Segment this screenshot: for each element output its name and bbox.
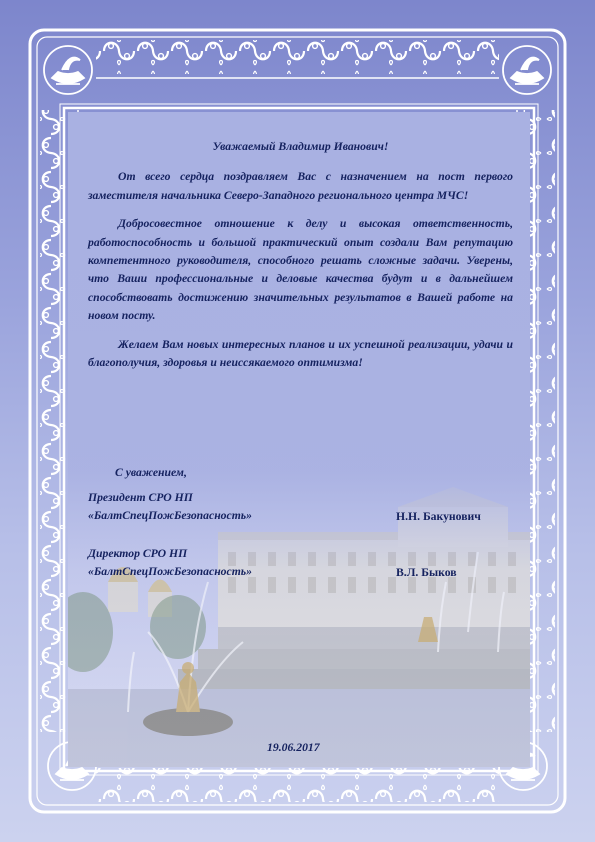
letter-paragraph-1: От всего сердца поздравляем Вас с назначением на пост первого заместителя начальника Северо-Западного регионального центра МЧС! xyxy=(88,170,513,202)
letter-paragraph-3: Желаем Вам новых интересных планов и их успешной реализации, удачи и благополучия, здоровья и неиссякаемого оптимизма! xyxy=(88,337,513,370)
signer-2-title: Директор СРО НП xyxy=(88,547,188,560)
signer-1-organization: «БалтСпецПожБезопасность» xyxy=(88,509,252,522)
letter-date: 19.06.2017 xyxy=(267,741,320,754)
corner-emblem-top-left xyxy=(44,46,92,94)
signer-2-name: В.Л. Быков xyxy=(396,566,457,579)
signer-2-organization: «БалтСпецПожБезопасность» xyxy=(88,565,252,578)
corner-emblem-top-right xyxy=(503,46,551,94)
signer-1-title: Президент СРО НП xyxy=(88,491,193,504)
letter-closing: С уважением, xyxy=(115,466,187,479)
letter-body xyxy=(88,138,513,382)
signer-1-name: Н.Н. Бакунович xyxy=(396,510,481,523)
letter-paragraph-2: Добросовестное отношение к делу и высокая ответственность, работоспособность и большой практический опыт создали Вам репутацию компетентного руководителя, способного решать сложные задачи. Уверены, что Ваши профессиональные и деловые качества будут и в дальнейшем способствовать достижению значительных результатов в Вашей работе на новом посту. xyxy=(88,217,513,323)
letter-greeting: Уважаемый Владимир Иванович! xyxy=(212,140,389,153)
